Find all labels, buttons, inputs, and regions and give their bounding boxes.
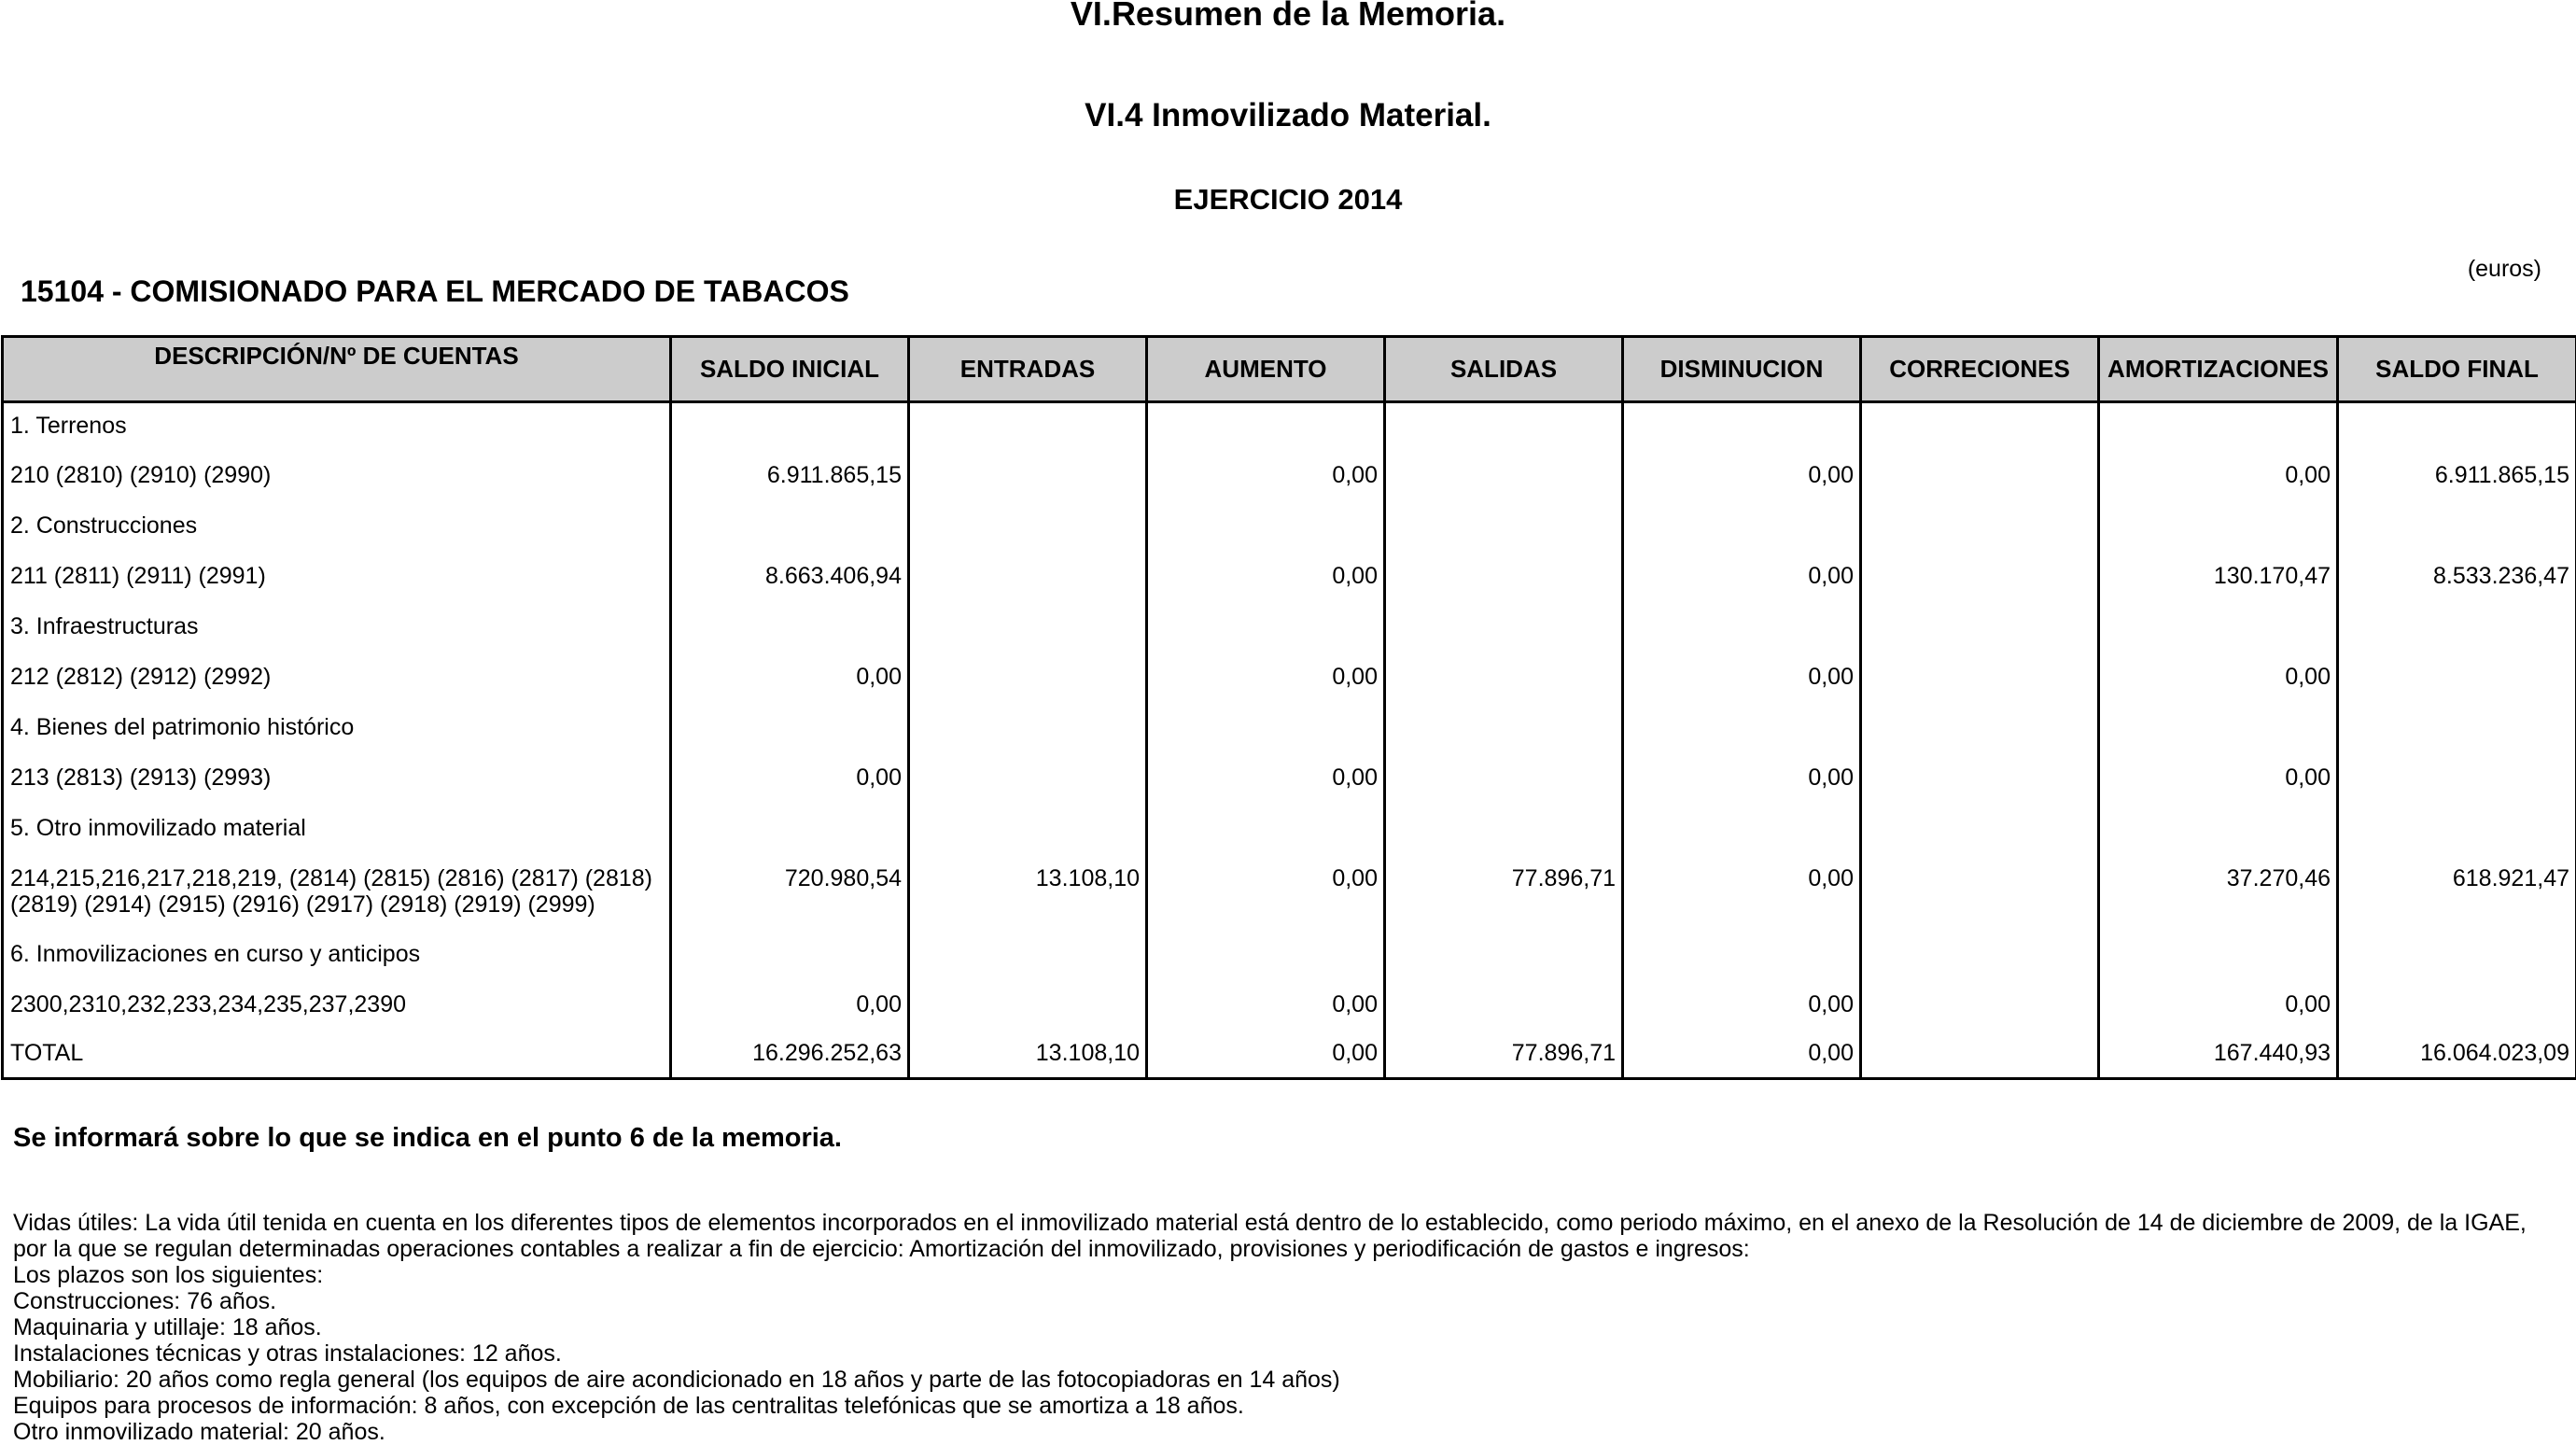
- section-title: VI.4 Inmovilizado Material.: [0, 97, 2576, 134]
- cell-amortizaciones: 0,00: [2099, 755, 2338, 806]
- cell-salidas: [1385, 705, 1623, 755]
- cell-aumento: 0,00: [1147, 755, 1385, 806]
- cell-entradas: [909, 503, 1147, 554]
- cell-aumento: 0,00: [1147, 453, 1385, 503]
- cell-aumento: [1147, 806, 1385, 856]
- table-header-row: [3, 337, 2576, 402]
- cell-entradas: 13.108,10: [909, 856, 1147, 932]
- cell-amortizaciones: [2099, 932, 2338, 982]
- table-row: [3, 503, 2576, 554]
- cell-aumento: 0,00: [1147, 654, 1385, 705]
- cell-amortizaciones: 130.170,47: [2099, 554, 2338, 604]
- cell-correciones: [1861, 402, 2099, 453]
- cell-aumento: [1147, 604, 1385, 654]
- cell-salidas: [1385, 604, 1623, 654]
- cell-saldo-final: 6.911.865,15: [2338, 453, 2576, 503]
- cell-aumento: [1147, 402, 1385, 453]
- cell-saldo-final: 618.921,47: [2338, 856, 2576, 932]
- cell-correciones: [1861, 554, 2099, 604]
- cell-saldo-inicial: [671, 402, 909, 453]
- cell-salidas: [1385, 402, 1623, 453]
- cell-salidas: [1385, 453, 1623, 503]
- cell-entradas: [909, 705, 1147, 755]
- row-description-line-2: (2819) (2914) (2915) (2916) (2917) (2918) (2919) (2999): [10, 891, 664, 918]
- row-description: 5. Otro inmovilizado material: [3, 806, 671, 856]
- cell-entradas: [909, 453, 1147, 503]
- cell-disminucion: 0,00: [1623, 856, 1861, 932]
- table-row: [3, 982, 2576, 1032]
- column-header-disminucion: DISMINUCION: [1623, 337, 1861, 402]
- cell-amortizaciones: [2099, 604, 2338, 654]
- cell-saldo-inicial: [671, 503, 909, 554]
- table-row: [3, 554, 2576, 604]
- cell-amortizaciones: [2099, 705, 2338, 755]
- table-row: [3, 402, 2576, 453]
- table-row-total: [3, 1032, 2576, 1079]
- column-header-aumento: AUMENTO: [1147, 337, 1385, 402]
- column-header-salidas: SALIDAS: [1385, 337, 1623, 402]
- cell-entradas: [909, 806, 1147, 856]
- cell-correciones: [1861, 705, 2099, 755]
- currency-units: (euros): [2468, 256, 2541, 283]
- cell-disminucion: [1623, 402, 1861, 453]
- cell-disminucion: 0,00: [1623, 1032, 1861, 1079]
- table-row: [3, 705, 2576, 755]
- cell-correciones: [1861, 755, 2099, 806]
- column-header-saldo-inicial: SALDO INICIAL: [671, 337, 909, 402]
- cell-salidas: [1385, 806, 1623, 856]
- cell-saldo-inicial: 0,00: [671, 982, 909, 1032]
- row-description-line-1: 214,215,216,217,218,219, (2814) (2815) (2816) (2817) (2818): [10, 865, 664, 891]
- cell-amortizaciones: [2099, 503, 2338, 554]
- cell-disminucion: [1623, 503, 1861, 554]
- cell-salidas: [1385, 755, 1623, 806]
- cell-amortizaciones: 167.440,93: [2099, 1032, 2338, 1079]
- column-header-description: DESCRIPCIÓN/Nº DE CUENTAS: [3, 337, 671, 402]
- cell-salidas: [1385, 932, 1623, 982]
- table-row: [3, 755, 2576, 806]
- cell-amortizaciones: 0,00: [2099, 654, 2338, 705]
- cell-correciones: [1861, 932, 2099, 982]
- cell-disminucion: 0,00: [1623, 554, 1861, 604]
- cell-saldo-final: [2338, 932, 2576, 982]
- cell-correciones: [1861, 982, 2099, 1032]
- note-line: Vidas útiles: La vida útil tenida en cuenta en los diferentes tipos de elementos incorporados en el inmovilizado material está dentro de lo establecido, como periodo máximo, en el anexo de la Resolución de 14 de diciembre de 2009, de la IGAE,: [13, 1210, 2561, 1236]
- row-description: [3, 856, 671, 932]
- cell-saldo-inicial: 0,00: [671, 755, 909, 806]
- cell-amortizaciones: [2099, 806, 2338, 856]
- row-description: 210 (2810) (2910) (2990): [3, 453, 671, 503]
- cell-salidas: 77.896,71: [1385, 856, 1623, 932]
- document-title: VI.Resumen de la Memoria.: [0, 0, 2576, 34]
- cell-saldo-inicial: [671, 604, 909, 654]
- note-line: Construcciones: 76 años.: [13, 1288, 2561, 1314]
- cell-disminucion: [1623, 932, 1861, 982]
- column-header-correciones: CORRECIONES: [1861, 337, 2099, 402]
- note-line: Maquinaria y utillaje: 18 años.: [13, 1314, 2561, 1340]
- cell-disminucion: 0,00: [1623, 755, 1861, 806]
- cell-correciones: [1861, 1032, 2099, 1079]
- fiscal-year: EJERCICIO 2014: [0, 183, 2576, 217]
- row-description: 3. Infraestructuras: [3, 604, 671, 654]
- row-description: 2300,2310,232,233,234,235,237,2390: [3, 982, 671, 1032]
- cell-entradas: [909, 755, 1147, 806]
- cell-saldo-inicial: 8.663.406,94: [671, 554, 909, 604]
- cell-aumento: [1147, 503, 1385, 554]
- note-line: por la que se regulan determinadas operaciones contables a realizar a fin de ejercicio: Amortización del inmovilizado, provisiones y periodificación de gastos e ingresos:: [13, 1236, 2561, 1262]
- entity-name: 15104 - COMISIONADO PARA EL MERCADO DE TABACOS: [21, 274, 849, 309]
- cell-disminucion: 0,00: [1623, 982, 1861, 1032]
- column-header-amortizaciones: AMORTIZACIONES: [2099, 337, 2338, 402]
- row-description: 211 (2811) (2911) (2991): [3, 554, 671, 604]
- cell-amortizaciones: 37.270,46: [2099, 856, 2338, 932]
- row-description: 6. Inmovilizaciones en curso y anticipos: [3, 932, 671, 982]
- cell-saldo-final: [2338, 402, 2576, 453]
- cell-disminucion: 0,00: [1623, 453, 1861, 503]
- table-row: [3, 932, 2576, 982]
- row-description: 4. Bienes del patrimonio histórico: [3, 705, 671, 755]
- cell-entradas: [909, 554, 1147, 604]
- cell-correciones: [1861, 453, 2099, 503]
- cell-saldo-final: [2338, 503, 2576, 554]
- cell-salidas: [1385, 503, 1623, 554]
- table-row: [3, 856, 2576, 932]
- cell-salidas: [1385, 554, 1623, 604]
- table-row: [3, 806, 2576, 856]
- row-description: TOTAL: [3, 1032, 671, 1079]
- cell-disminucion: [1623, 806, 1861, 856]
- cell-saldo-final: 8.533.236,47: [2338, 554, 2576, 604]
- cell-correciones: [1861, 856, 2099, 932]
- cell-entradas: [909, 402, 1147, 453]
- cell-saldo-inicial: [671, 932, 909, 982]
- note-line: Los plazos son los siguientes:: [13, 1262, 2561, 1288]
- cell-aumento: 0,00: [1147, 1032, 1385, 1079]
- cell-salidas: [1385, 982, 1623, 1032]
- notes-heading: Se informará sobre lo que se indica en el punto 6 de la memoria.: [13, 1123, 842, 1154]
- cell-correciones: [1861, 604, 2099, 654]
- cell-saldo-final: [2338, 654, 2576, 705]
- cell-saldo-inicial: [671, 705, 909, 755]
- note-line: Otro inmovilizado material: 20 años.: [13, 1419, 2561, 1445]
- note-line: Mobiliario: 20 años como regla general (los equipos de aire acondicionado en 18 años y parte de las fotocopiadoras en 14 años): [13, 1367, 2561, 1393]
- cell-saldo-inicial: 6.911.865,15: [671, 453, 909, 503]
- cell-aumento: 0,00: [1147, 982, 1385, 1032]
- note-line: Equipos para procesos de información: 8 años, con excepción de las centralitas telefónicas que se amortiza a 18 años.: [13, 1393, 2561, 1419]
- cell-entradas: [909, 932, 1147, 982]
- cell-salidas: [1385, 654, 1623, 705]
- cell-disminucion: [1623, 705, 1861, 755]
- cell-entradas: 13.108,10: [909, 1032, 1147, 1079]
- cell-aumento: 0,00: [1147, 856, 1385, 932]
- cell-amortizaciones: 0,00: [2099, 453, 2338, 503]
- cell-saldo-inicial: 16.296.252,63: [671, 1032, 909, 1079]
- cell-entradas: [909, 982, 1147, 1032]
- cell-correciones: [1861, 503, 2099, 554]
- column-header-saldo-final: SALDO FINAL: [2338, 337, 2576, 402]
- note-line: Instalaciones técnicas y otras instalaciones: 12 años.: [13, 1340, 2561, 1367]
- fixed-assets-table: [1, 335, 2576, 1080]
- table-row: [3, 453, 2576, 503]
- cell-saldo-inicial: 0,00: [671, 654, 909, 705]
- row-description: 212 (2812) (2912) (2992): [3, 654, 671, 705]
- cell-aumento: [1147, 705, 1385, 755]
- notes-body: [13, 1210, 2561, 1445]
- table-row: [3, 604, 2576, 654]
- column-header-entradas: ENTRADAS: [909, 337, 1147, 402]
- cell-saldo-final: [2338, 604, 2576, 654]
- cell-saldo-final: [2338, 982, 2576, 1032]
- row-description: 213 (2813) (2913) (2993): [3, 755, 671, 806]
- row-description: 2. Construcciones: [3, 503, 671, 554]
- cell-entradas: [909, 654, 1147, 705]
- cell-aumento: [1147, 932, 1385, 982]
- cell-saldo-final: [2338, 755, 2576, 806]
- cell-disminucion: [1623, 604, 1861, 654]
- table-row: [3, 654, 2576, 705]
- cell-saldo-final: [2338, 705, 2576, 755]
- cell-disminucion: 0,00: [1623, 654, 1861, 705]
- row-description: 1. Terrenos: [3, 402, 671, 453]
- cell-saldo-final: 16.064.023,09: [2338, 1032, 2576, 1079]
- cell-saldo-inicial: [671, 806, 909, 856]
- cell-amortizaciones: [2099, 402, 2338, 453]
- cell-salidas: 77.896,71: [1385, 1032, 1623, 1079]
- cell-saldo-inicial: 720.980,54: [671, 856, 909, 932]
- cell-entradas: [909, 604, 1147, 654]
- cell-saldo-final: [2338, 806, 2576, 856]
- cell-amortizaciones: 0,00: [2099, 982, 2338, 1032]
- cell-aumento: 0,00: [1147, 554, 1385, 604]
- cell-correciones: [1861, 806, 2099, 856]
- cell-correciones: [1861, 654, 2099, 705]
